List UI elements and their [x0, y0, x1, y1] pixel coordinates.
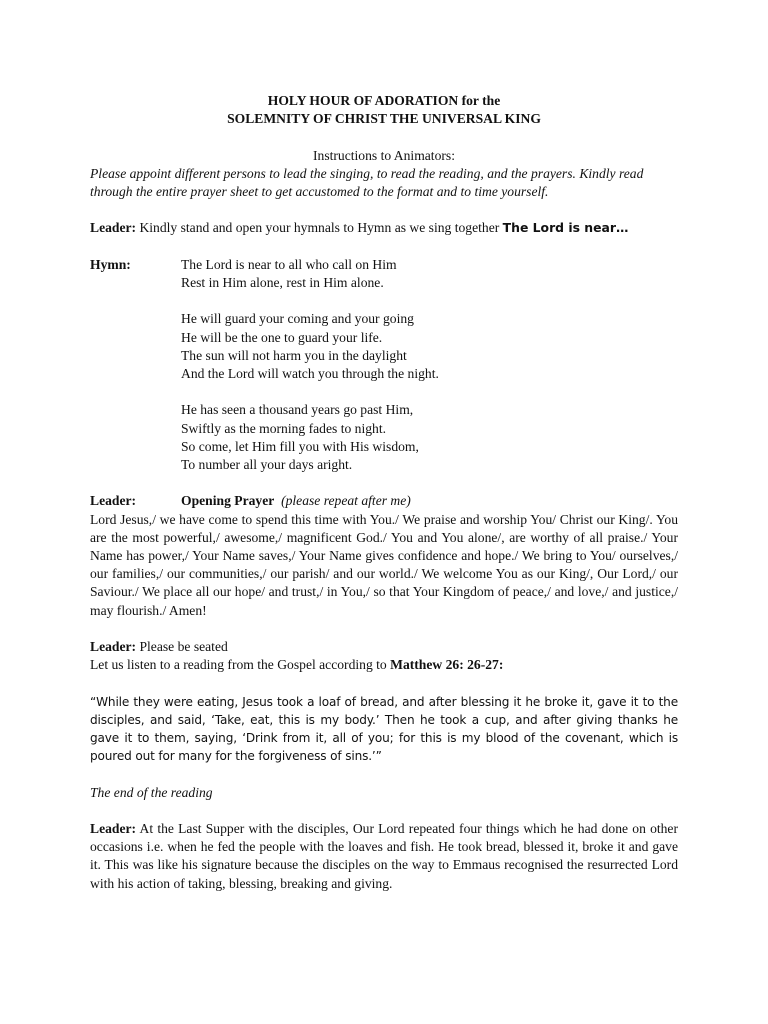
opening-prayer-section	[90, 492, 678, 619]
document-page	[90, 92, 678, 893]
hymn-stanza	[181, 310, 439, 383]
hymn-line: Swiftly as the morning fades to night.	[181, 420, 387, 436]
leader-label: Leader:	[90, 220, 137, 236]
leader-text: Kindly stand and open your hymnals to Hymn as we sing together	[136, 220, 503, 236]
opening-prayer-text: Lord Jesus,/ we have come to spend this time with You./ We praise and worship You/ Christ our King/. You are the most powerful,/ awesome,/ magnificent God./ You and You alone/, are worthy of all praise./ Your Name has power,/ Your Name saves,/ Your Name gives confidence and hope./ We bring to You/ ourselves,/ our families,/ our communities,/ our parish/ and our world./ We welcome You as our King/, Our Lord,/ our Saviour./ We place all our hope/ and trust,/ in You,/ so that Your Kingdom of peace,/ and love,/ and justice,/ may flourish./ Amen!	[90, 511, 678, 618]
hymn-line: The Lord is near to all who call on Him	[181, 256, 397, 272]
instructions-heading: Instructions to Animators:	[313, 147, 455, 163]
hymn-line: To number all your days aright.	[181, 456, 353, 472]
hymn-line: The sun will not harm you in the daylight	[181, 347, 407, 363]
title-line-2: SOLEMNITY OF CHRIST THE UNIVERSAL KING	[227, 111, 541, 127]
hymn-section	[90, 256, 678, 474]
hymn-reference: The Lord is near…	[502, 220, 629, 236]
leader-hymn-announcement	[90, 219, 678, 237]
hymn-line: He will guard your coming and your going	[181, 311, 414, 327]
instructions-section	[90, 147, 678, 202]
scripture-passage: “While they were eating, Jesus took a loaf of bread, and after blessing it he broke it, gave it to the disciples, and said, ‘Take, eat, this is my body.’ Then he took a cup, and after giving thanks he gave it to them, saying, ‘Drink from it, all of you; for this is my blood of the covenant, which is poured out for many for the forgiveness of sins.’”	[90, 694, 678, 764]
opening-prayer-title: Opening Prayer	[181, 493, 275, 509]
reading-announcement	[90, 638, 678, 674]
hymn-line: He has seen a thousand years go past Him,	[181, 402, 414, 418]
leader-label: Leader:	[90, 820, 137, 836]
end-of-reading: The end of the reading	[90, 784, 213, 800]
gospel-reference: Matthew 26: 26-27:	[390, 657, 504, 673]
hymn-line: So come, let Him fill you with His wisdom,	[181, 438, 419, 454]
instructions-text: Please appoint different persons to lead the singing, to read the reading, and the prayers. Kindly read through the entire prayer sheet to get accustomed to the format and to time yourself.	[90, 165, 644, 199]
hymn-stanza	[181, 401, 439, 474]
hymn-stanza	[181, 256, 439, 292]
leader-text: Please be seated	[136, 638, 228, 654]
leader-label: Leader:	[90, 638, 137, 654]
hymn-line: Rest in Him alone, rest in Him alone.	[181, 274, 384, 290]
hymn-line: He will be the one to guard your life.	[181, 329, 383, 345]
opening-prayer-note: (please repeat after me)	[281, 493, 411, 509]
hymn-label: Hymn:	[90, 256, 131, 272]
reading-intro: Let us listen to a reading from the Gospel according to	[90, 657, 391, 673]
leader-text: At the Last Supper with the disciples, Our Lord repeated four things which he had done on other occasions i.e. when he fed the people with the loaves and fish. He took bread, blessed it, broke it and gave it. This was like his signature because the disciples on the way to Emmaus recognised the resurrected Lord with his action of taking, blessing, breaking and giving.	[90, 820, 678, 891]
leader-reflection	[90, 820, 678, 893]
title-line-1: HOLY HOUR OF ADORATION for the	[267, 93, 501, 108]
leader-label: Leader:	[90, 493, 137, 509]
hymn-line: And the Lord will watch you through the night.	[181, 365, 439, 381]
document-title	[90, 92, 678, 128]
hymn-lyrics	[181, 256, 439, 474]
opening-prayer-heading	[90, 492, 678, 510]
